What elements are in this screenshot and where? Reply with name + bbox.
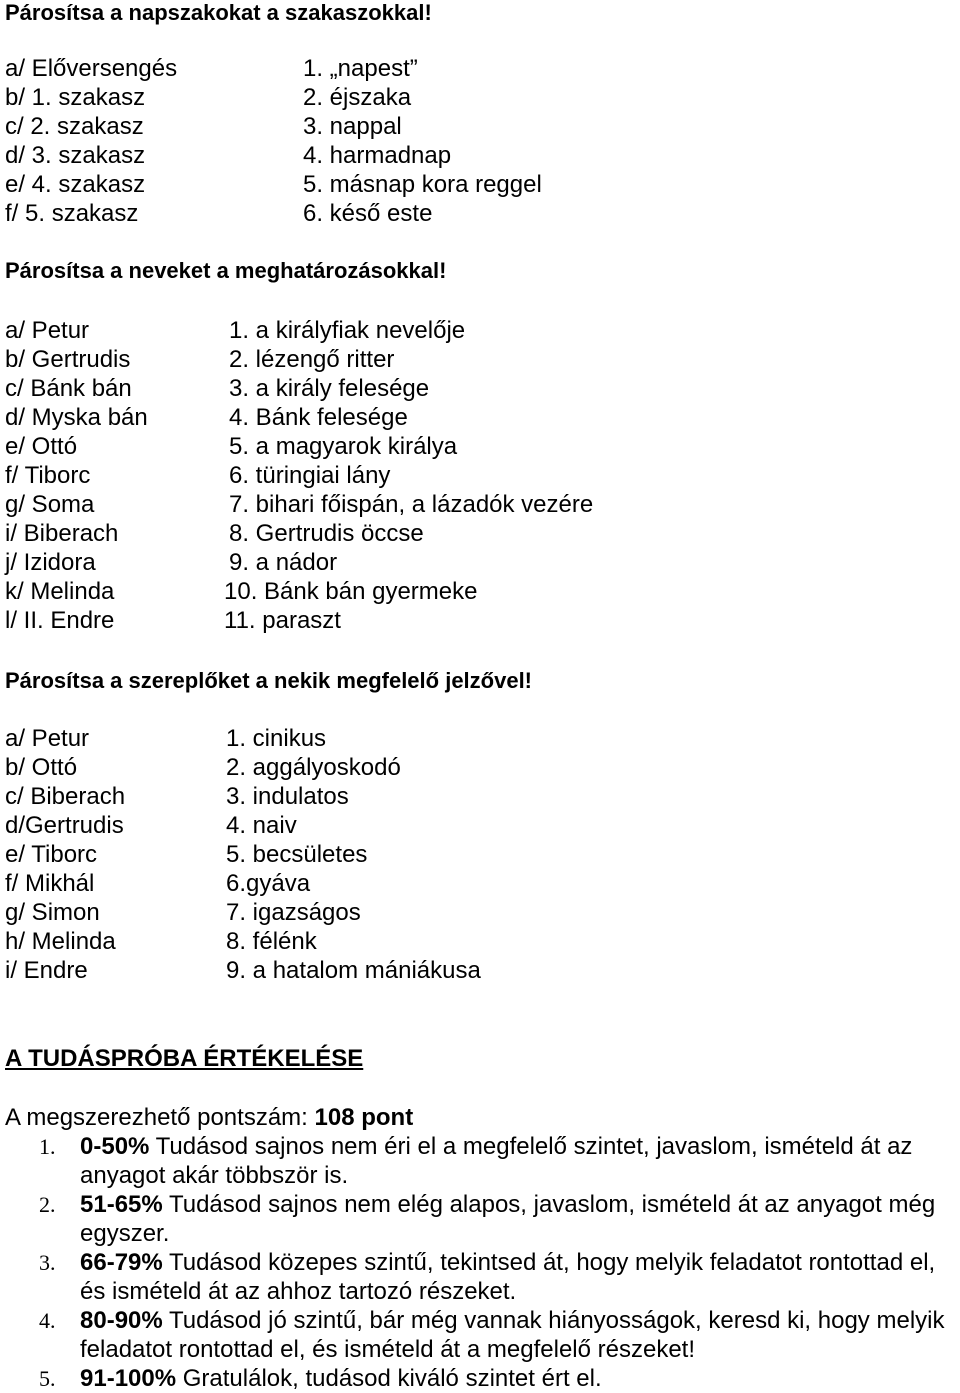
left-item: d/ 3. szakasz: [5, 142, 146, 169]
evaluation-item: [0, 1306, 958, 1364]
evaluation-title: A TUDÁSPRÓBA ÉRTÉKELÉSE: [5, 1045, 364, 1072]
left-item: b/ Gertrudis: [5, 346, 131, 373]
right-item: 10. Bánk bán gyermeke: [224, 578, 478, 605]
left-item: c/ Biberach: [5, 783, 126, 810]
right-item: 8. félénk: [226, 928, 317, 955]
left-item: j/ Izidora: [5, 549, 96, 576]
right-item: 2. éjszaka: [303, 84, 412, 111]
right-item: 9. a hatalom mániákusa: [226, 957, 481, 984]
right-item: 5. becsületes: [226, 841, 368, 868]
item-number: 1.: [39, 1134, 56, 1159]
left-item: b/ 1. szakasz: [5, 84, 146, 111]
percent-range: 51-65%: [80, 1191, 163, 1218]
score-value: 108 pont: [314, 1104, 414, 1131]
right-item: 6. türingiai lány: [229, 462, 391, 489]
left-item: e/ Tiborc: [5, 841, 98, 868]
percent-range: 80-90%: [80, 1307, 163, 1334]
right-item: 3. a király felesége: [229, 375, 430, 402]
score-line: [5, 1103, 413, 1132]
evaluation-item: [0, 1364, 958, 1393]
right-item: 7. igazságos: [226, 899, 361, 926]
right-item: 8. Gertrudis öccse: [229, 520, 424, 547]
right-item: 2. lézengő ritter: [229, 346, 395, 373]
item-number: 4.: [39, 1308, 56, 1333]
left-item: g/ Simon: [5, 899, 100, 926]
left-item: h/ Melinda: [5, 928, 116, 955]
right-item: 1. a királyfiak nevelője: [229, 317, 466, 344]
left-item: e/ Ottó: [5, 433, 78, 460]
section-title-napszakok: Párosítsa a napszakokat a szakaszokkal!: [5, 0, 432, 25]
left-item: a/ Petur: [5, 725, 90, 752]
item-number: 5.: [39, 1366, 56, 1391]
right-item: 3. nappal: [303, 113, 402, 140]
item-number: 3.: [39, 1250, 56, 1275]
left-item: f/ Mikhál: [5, 870, 95, 897]
left-item: f/ Tiborc: [5, 462, 91, 489]
item-text: Tudásod jó szintű, bár még vannak hiányosságok, keresd ki, hogy melyik feladatot rontottad el, és ismételd át a megfelelő részeket!: [80, 1307, 945, 1363]
right-item: 11. paraszt: [224, 607, 341, 634]
right-item: 1. cinikus: [226, 725, 327, 752]
left-item: l/ II. Endre: [5, 607, 115, 634]
item-text: Gratulálok, tudásod kiváló szintet ért el.: [176, 1365, 602, 1392]
evaluation-list: [0, 1132, 960, 1393]
left-item: c/ Bánk bán: [5, 375, 132, 402]
item-text: Tudásod közepes szintű, tekintsed át, hogy melyik feladatot rontottad el, és ismételd át az ahhoz tartozó részeket.: [80, 1249, 936, 1305]
left-item: k/ Melinda: [5, 578, 115, 605]
left-item: a/ Előversengés: [5, 55, 178, 82]
right-item: 5. a magyarok királya: [229, 433, 458, 460]
left-item: e/ 4. szakasz: [5, 171, 146, 198]
left-item: b/ Ottó: [5, 754, 78, 781]
right-item: 3. indulatos: [226, 783, 349, 810]
section-title-jelzok: Párosítsa a szereplőket a nekik megfelelő jelzővel!: [5, 668, 533, 693]
right-item: 1. „napest”: [303, 55, 418, 82]
evaluation-item: [0, 1190, 958, 1248]
evaluation-item: [0, 1132, 958, 1190]
item-text: Tudásod sajnos nem éri el a megfelelő szintet, javaslom, ismételd át az anyagot akár többször is.: [80, 1133, 913, 1189]
right-item: 4. Bánk felesége: [229, 404, 408, 431]
percent-range: 0-50%: [80, 1133, 150, 1160]
item-text: Tudásod sajnos nem elég alapos, javaslom, ismételd át az anyagot még egyszer.: [80, 1191, 936, 1247]
percent-range: 91-100%: [80, 1365, 177, 1392]
left-item: d/ Myska bán: [5, 404, 148, 431]
right-item: 4. naiv: [226, 812, 297, 839]
score-label: A megszerezhető pontszám:: [5, 1104, 315, 1131]
right-item: 9. a nádor: [229, 549, 338, 576]
left-item: i/ Endre: [5, 957, 88, 984]
left-item: f/ 5. szakasz: [5, 200, 139, 227]
left-item: i/ Biberach: [5, 520, 119, 547]
evaluation-item: [0, 1248, 958, 1306]
right-item: 4. harmadnap: [303, 142, 452, 169]
section-title-nevek: Párosítsa a neveket a meghatározásokkal!: [5, 258, 447, 283]
left-item: a/ Petur: [5, 317, 90, 344]
left-item: g/ Soma: [5, 491, 95, 518]
item-number: 2.: [39, 1192, 56, 1217]
percent-range: 66-79%: [80, 1249, 163, 1276]
right-item: 7. bihari főispán, a lázadók vezére: [229, 491, 594, 518]
right-item: 5. másnap kora reggel: [303, 171, 542, 198]
right-item: 2. aggályoskodó: [226, 754, 401, 781]
right-item: 6.gyáva: [226, 870, 311, 897]
right-item: 6. késő este: [303, 200, 433, 227]
left-item: c/ 2. szakasz: [5, 113, 144, 140]
left-item: d/Gertrudis: [5, 812, 124, 839]
